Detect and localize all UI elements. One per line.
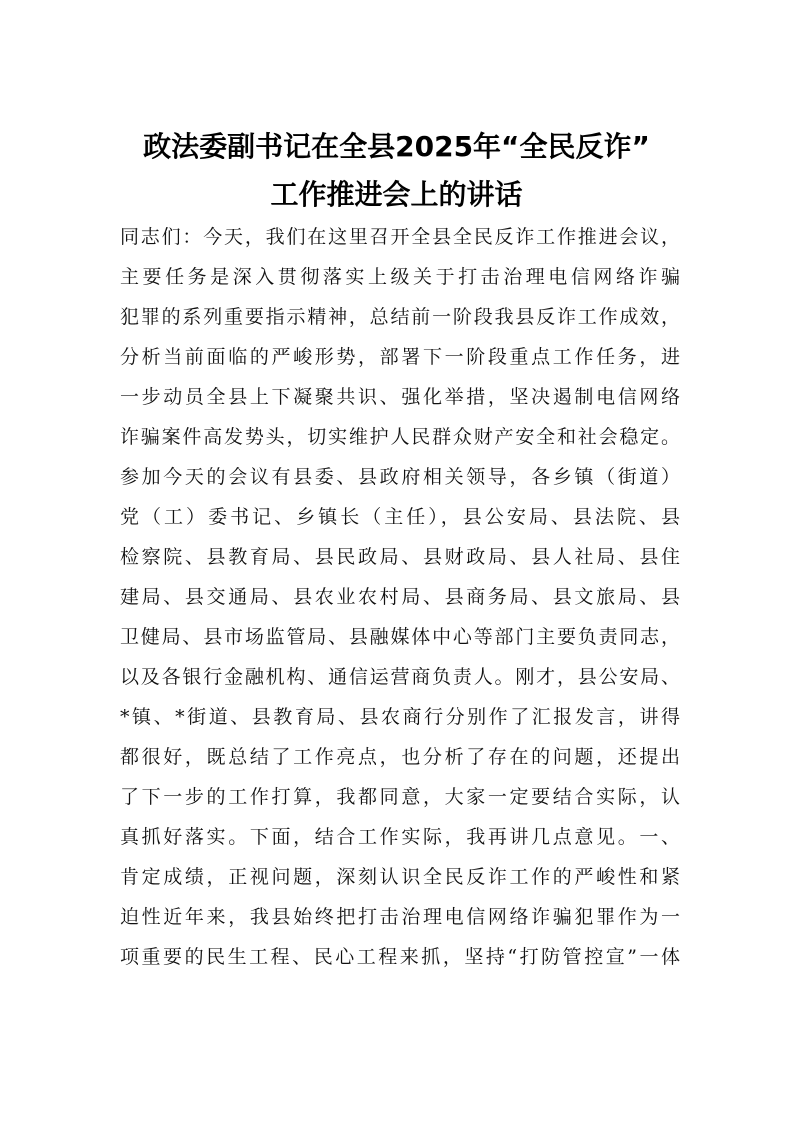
document-title-line-1: 政法委副书记在全县2025年“全民反诈” xyxy=(143,130,650,163)
body-line: *镇、*街道、县教育局、县农商行分别作了汇报发言，讲得 xyxy=(120,706,680,728)
body-line: 一步动员全县上下凝聚共识、强化举措，坚决遏制电信网络 xyxy=(120,386,680,408)
body-line: 诈骗案件高发势头，切实维护人民群众财产安全和社会稳定。 xyxy=(120,426,680,448)
body-line: 迫性近年来，我县始终把打击治理电信网络诈骗犯罪作为一 xyxy=(120,906,680,928)
body-line: 肯定成绩，正视问题，深刻认识全民反诈工作的严峻性和紧 xyxy=(120,866,680,888)
body-line: 党（工）委书记、乡镇长（主任），县公安局、县法院、县 xyxy=(120,506,680,528)
body-line: 检察院、县教育局、县民政局、县财政局、县人社局、县住 xyxy=(120,546,680,568)
body-line: 了下一步的工作打算，我都同意，大家一定要结合实际，认 xyxy=(120,786,680,808)
body-line: 项重要的民生工程、民心工程来抓，坚持“打防管控宣”一体 xyxy=(120,946,680,968)
body-line: 卫健局、县市场监管局、县融媒体中心等部门主要负责同志， xyxy=(120,626,680,648)
body-line: 都很好，既总结了工作亮点，也分析了存在的问题，还提出 xyxy=(120,746,680,768)
body-line: 犯罪的系列重要指示精神，总结前一阶段我县反诈工作成效， xyxy=(120,306,680,328)
body-line: 以及各银行金融机构、通信运营商负责人。刚才，县公安局、 xyxy=(120,666,680,688)
body-line: 参加今天的会议有县委、县政府相关领导，各乡镇（街道） xyxy=(120,466,680,488)
body-line: 同志们：今天，我们在这里召开全县全民反诈工作推进会议， xyxy=(120,226,680,248)
body-line: 真抓好落实。下面，结合工作实际，我再讲几点意见。一、 xyxy=(120,826,680,848)
body-line: 建局、县交通局、县农业农村局、县商务局、县文旅局、县 xyxy=(120,586,680,608)
body-line: 分析当前面临的严峻形势，部署下一阶段重点工作任务，进 xyxy=(120,346,680,368)
document-title-line-2: 工作推进会上的讲话 xyxy=(270,178,523,211)
body-line: 主要任务是深入贯彻落实上级关于打击治理电信网络诈骗 xyxy=(120,266,680,288)
